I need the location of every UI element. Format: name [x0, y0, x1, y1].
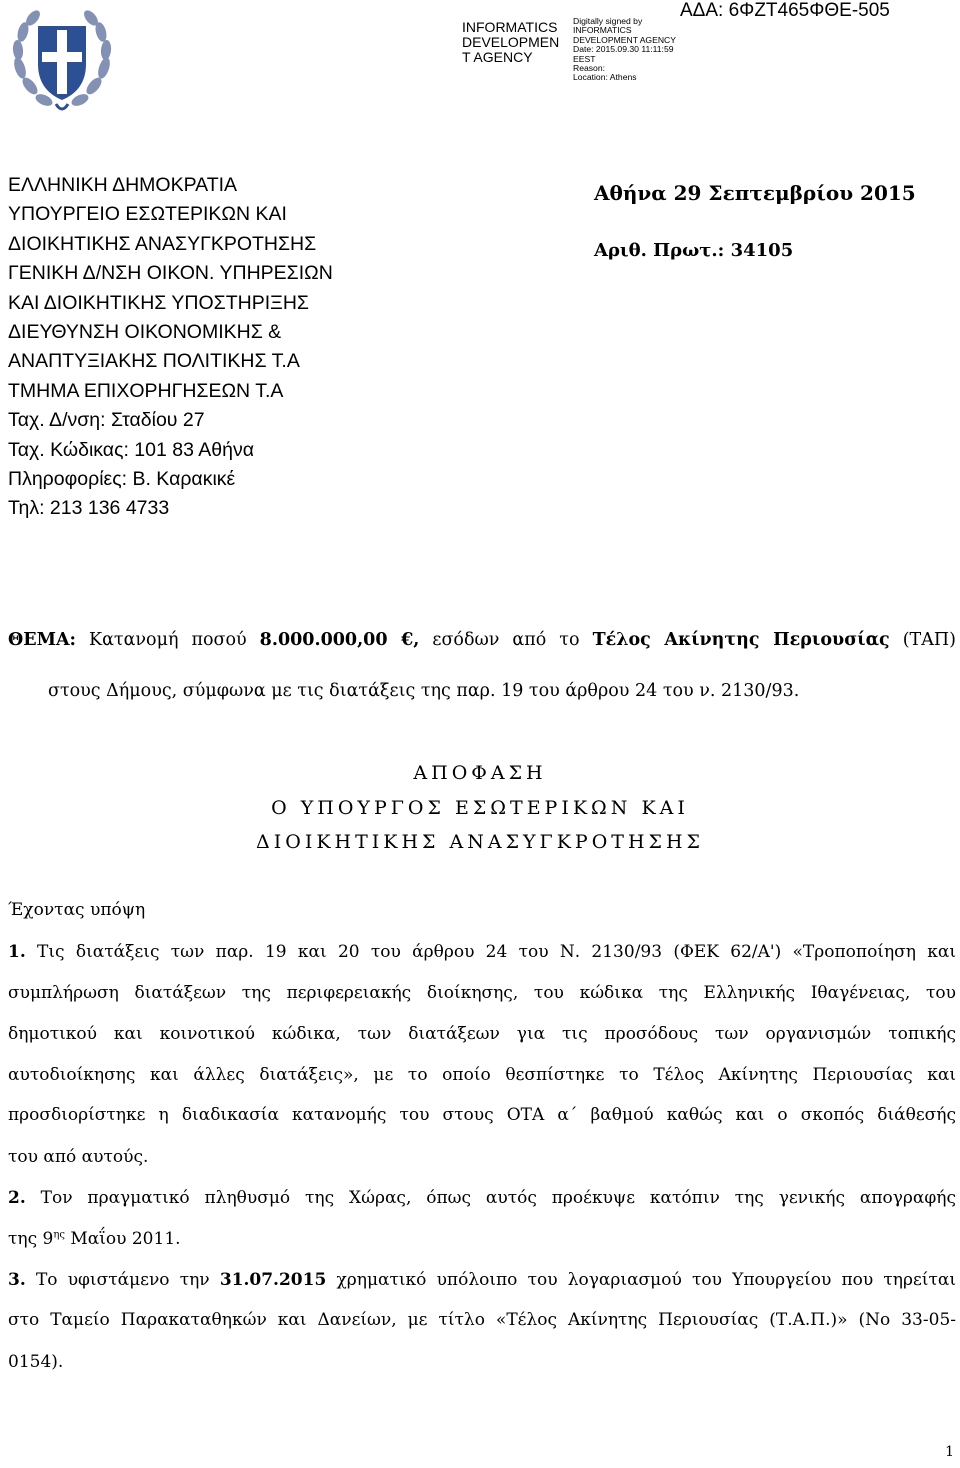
item-text: Τις διατάξεις των παρ. 19 και 20 του άρθρου 24 του Ν. 2130/93 (ΦΕΚ 62/Α') «Τροποποίηση και [37, 942, 957, 962]
issuer-line: ΔΙΕΥΘΥΝΣΗ ΟΙΚΟΝΟΜΙΚΗΣ & [8, 321, 282, 344]
signature-detail-line: INFORMATICS [573, 25, 632, 36]
decision-heading-line: ΔΙΟΙΚΗΤΙΚΗΣ ΑΝΑΣΥΓΚΡΟΤΗΣΗΣ [256, 831, 704, 853]
subject-line [8, 630, 956, 650]
subject-text: Κατανομή ποσού [89, 630, 247, 650]
issuer-line: ΑΝΑΠΤΥΞΙΑΚΗΣ ΠΟΛΙΤΙΚΗΣ Τ.Α [8, 350, 300, 373]
item-text: Το υφιστάμενο την [35, 1270, 210, 1290]
issuer-block [8, 171, 448, 524]
issuer-line: Ταχ. Κώδικας: 101 83 Αθήνα [8, 438, 255, 461]
item-number: 3. [8, 1270, 26, 1290]
subject-line-2: στους Δήμους, σύμφωνα με τις διατάξεις της παρ. 19 του άρθρου 24 του ν. 2130/93. [48, 681, 800, 701]
subject-label: ΘΕΜΑ: [8, 630, 76, 650]
signature-detail-line: Location: Athens [573, 72, 637, 83]
signature-details [573, 17, 713, 83]
issuer-line: ΕΛΛΗΝΙΚΗ ΔΗΜΟΚΡΑΤΙΑ [8, 174, 238, 196]
subject-text: εσόδων από το [432, 630, 580, 650]
issuer-line: Ταχ. Δ/νση: Σταδίου 27 [8, 409, 205, 432]
signature-detail-line: EEST [573, 53, 596, 64]
item-3-line: στο Ταμείο Παρακαταθηκών και Δανείων, με τίτλο «Τέλος Ακίνητης Περιουσίας (Τ.Α.Π.)» (Νο 33-05- [8, 1310, 956, 1330]
item-text: της 9 [8, 1229, 54, 1249]
issuer-line: ΔΙΟΙΚΗΤΙΚΗΣ ΑΝΑΣΥΓΚΡΟΤΗΣΗΣ [8, 232, 317, 255]
signature-detail-line: DEVELOPMENT AGENCY [573, 34, 676, 45]
issuer-line: Τηλ: 213 136 4733 [8, 497, 170, 520]
signature-detail-line: Date: 2015.09.30 11:11:59 [573, 44, 674, 55]
item-text: Τον πραγματικό πληθυσμό της Χώρας, όπως αυτός προέκυψε κατόπιν της γενικής απογραφής [40, 1188, 956, 1208]
item-1-line: προσδιορίστηκε η διαδικασία κατανομής του στους ΟΤΑ α΄ βαθμού καθώς και ο σκοπός διάθεσής [8, 1105, 956, 1125]
item-number: 1. [8, 942, 26, 962]
item-text: χρηματικό υπόλοιπο του λογαριασμού του Υπουργείου που τηρείται [336, 1270, 956, 1290]
item-2-line [8, 1229, 181, 1249]
item-date: 31.07.2015 [219, 1270, 327, 1290]
signature-org-line: INFORMATICS [462, 19, 558, 35]
protocol-value: 34105 [730, 240, 794, 261]
document-date: Αθήνα 29 Σεπτεμβρίου 2015 [594, 181, 916, 205]
protocol-label: Αριθ. Πρωτ.: [594, 240, 725, 261]
decision-heading-line: Ο ΥΠΟΥΡΓΟΣ ΕΣΩΤΕΡΙΚΩΝ ΚΑΙ [271, 797, 689, 819]
issuer-line: Πληροφορίες: Β. Καρακικέ [8, 468, 236, 491]
item-3-line: 0154). [8, 1352, 64, 1372]
issuer-line: ΚΑΙ ΔΙΟΙΚΗΤΙΚΗΣ ΥΠΟΣΤΗΡΙΞΗΣ [8, 291, 309, 314]
signature-org-line: DEVELOPMEN [462, 34, 560, 50]
protocol-number [594, 240, 793, 261]
item-1-line: αυτοδιοίκησης και άλλες διατάξεις», με το οποίο θεσπίστηκε το Τέλος Ακίνητης Περιουσίας και [8, 1065, 956, 1085]
item-1-line: δημοτικού και κοινοτικού κώδικα, των διατάξεων για τις προσόδους των οργανισμών τοπικής [8, 1024, 956, 1044]
subject-amount: 8.000.000,00 €, [259, 630, 420, 650]
page-number: 1 [945, 1444, 954, 1460]
signature-detail-line: Digitally signed by [573, 16, 643, 26]
subject-text: (ΤΑΠ) [902, 630, 956, 650]
subject-tap: Τέλος Ακίνητης Περιουσίας [592, 630, 890, 650]
greek-republic-emblem [6, 4, 118, 124]
item-1-line [8, 942, 956, 962]
decision-title: ΑΠΟΦΑΣΗ [413, 762, 547, 784]
issuer-line: ΓΕΝΙΚΗ Δ/ΝΣΗ ΟΙΚΟΝ. ΥΠΗΡΕΣΙΩΝ [8, 262, 333, 285]
ada-code: ΑΔΑ: 6ΦΖΤ465ΦΘΕ-505 [680, 0, 890, 21]
item-1-line: του από αυτούς. [8, 1147, 149, 1167]
item-text: Μαΐου 2011. [64, 1229, 181, 1249]
issuer-line: ΥΠΟΥΡΓΕΙΟ ΕΣΩΤΕΡΙΚΩΝ ΚΑΙ [8, 203, 287, 226]
signature-organization [462, 20, 570, 65]
issuer-line: ΤΜΗΜΑ ΕΠΙΧΟΡΗΓΗΣΕΩΝ Τ.Α [8, 379, 284, 402]
ordinal-suffix: ης [53, 1229, 65, 1241]
signature-org-line: T AGENCY [462, 49, 533, 65]
considering-label: Έχοντας υπόψη [8, 900, 146, 920]
item-3-line [8, 1270, 956, 1290]
item-1-line: συμπλήρωση διατάξεων της περιφερειακής διοίκησης, του κώδικα της Ελληνικής Ιθαγένειας, του [8, 983, 956, 1003]
item-2-line [8, 1188, 956, 1208]
signature-detail-line: Reason: [573, 63, 606, 74]
item-number: 2. [8, 1188, 26, 1208]
